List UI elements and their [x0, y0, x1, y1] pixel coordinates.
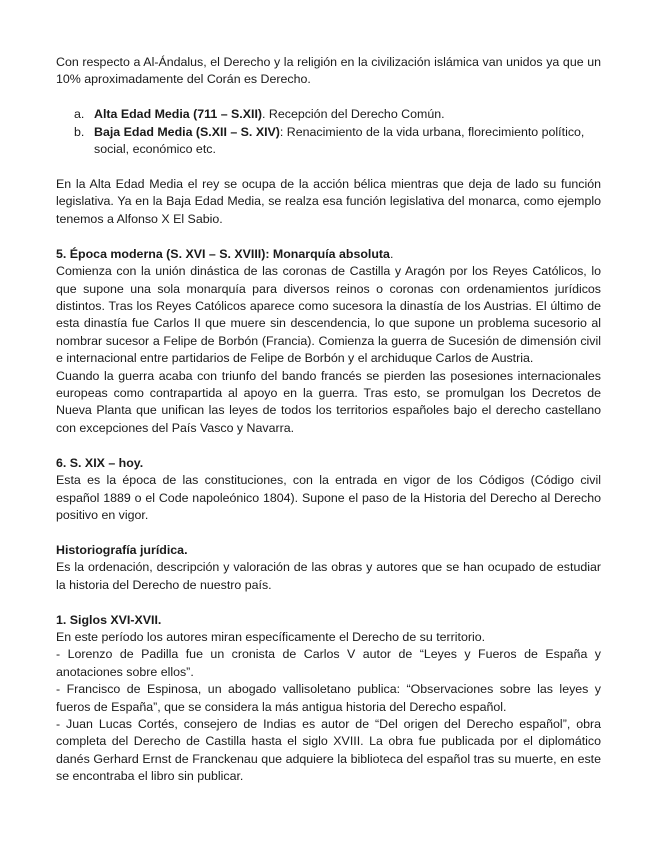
list-item-title: Baja Edad Media (S.XII – S. XIV)	[94, 124, 280, 139]
siglos-heading	[56, 612, 601, 629]
siglos-paragraph-4: - Juan Lucas Cortés, consejero de Indias es autor de “Del origen del Derecho español”, obra completa del Derecho de Castilla hasta el siglo XVIII. La obra fue publicada por el diplomático danés Gerhard Ernst de Franckenau que adquiere la biblioteca del español tras su muerte, en este se encontraba el libro sin publicar.	[56, 717, 601, 784]
section-5-heading-suffix: .	[389, 246, 394, 261]
list-marker: b.	[74, 124, 85, 139]
list-item-text: : Renacimiento de la vida urbana, florecimiento político, social, económico etc.	[94, 124, 585, 157]
section-5-paragraph-1: Comienza con la unión dinástica de las coronas de Castilla y Aragón por los Reyes Católicos, lo que supone una sola monarquía para diversos reinos o coronas con ordenamientos jurídicos distintos. Tras los Reyes Católicos aparece como sucesora la dinastía de los Austrias. El último de esta dinastía fue Carlos II que muere sin descendencia, lo que supone un problema sucesorio al nombrar sucesor a Felipe de Borbón (Francia). Comienza la guerra de Sucesión de dimensión civil e internacional entre partidarios de Felipe de Borbón y el archiduque Carlos de Austria.	[56, 264, 601, 366]
list-item	[74, 106, 601, 123]
historiografia-heading	[56, 542, 601, 559]
siglos-heading-text: 1. Siglos XVI-XVII.	[56, 612, 162, 627]
list-marker: a.	[74, 107, 85, 122]
list-item-text: . Recepción del Derecho Común.	[262, 107, 445, 122]
siglos-paragraph-3: - Francisco de Espinosa, un abogado vallisoletano publica: “Observaciones sobre las leyes y fueros de España”, que se considera la más antigua historia del Derecho español.	[56, 682, 601, 714]
siglos-paragraph-2: - Lorenzo de Padilla fue un cronista de Carlos V autor de “Leyes y Fueros de España y anotaciones sobre ellos”.	[56, 647, 601, 679]
section-6-heading-text: 6. S. XIX – hoy.	[56, 455, 144, 470]
historiografia-heading-text: Historiografía jurídica.	[56, 542, 188, 557]
section-5-heading	[56, 246, 601, 263]
document-page	[56, 54, 601, 786]
list-item-title: Alta Edad Media (711 – S.XII)	[94, 107, 263, 122]
intro-paragraph: Con respecto a Al-Ándalus, el Derecho y la religión en la civilización islámica van unidos ya que un 10% aproximadamente del Corán es Derecho.	[56, 55, 601, 87]
section-6-heading	[56, 455, 601, 472]
section-5-heading-text: 5. Época moderna (S. XVI – S. XVIII): Monarquía absoluta	[56, 246, 390, 261]
alta-edad-paragraph: En la Alta Edad Media el rey se ocupa de la acción bélica mientras que deja de lado su función legislativa. Ya en la Baja Edad Media, se realza esa función legislativa del monarca, como ejemplo tenemos a Alfonso X El Sabio.	[56, 177, 601, 226]
section-6-paragraph: Esta es la época de las constituciones, con la entrada en vigor de los Códigos (Código civil español 1889 o el Code napoleónico 1804). Supone el paso de la Historia del Derecho al Derecho positivo en vigor.	[56, 473, 601, 522]
list-item	[74, 124, 601, 159]
section-5-paragraph-2: Cuando la guerra acaba con triunfo del bando francés se pierden las posesiones internacionales europeas como contrapartida al apoyo en la guerra. Tras esto, se promulgan los Decretos de Nueva Planta que unifican las leyes de todos los territorios españoles bajo el derecho castellano con excepciones del País Vasco y Navarra.	[56, 368, 601, 435]
historiografia-paragraph: Es la ordenación, descripción y valoración de las obras y autores que se han ocupado de estudiar la historia del Derecho de nuestro país.	[56, 560, 601, 592]
periods-list	[56, 106, 601, 158]
siglos-paragraph-1: En este período los autores miran específicamente el Derecho de su territorio.	[56, 629, 486, 644]
